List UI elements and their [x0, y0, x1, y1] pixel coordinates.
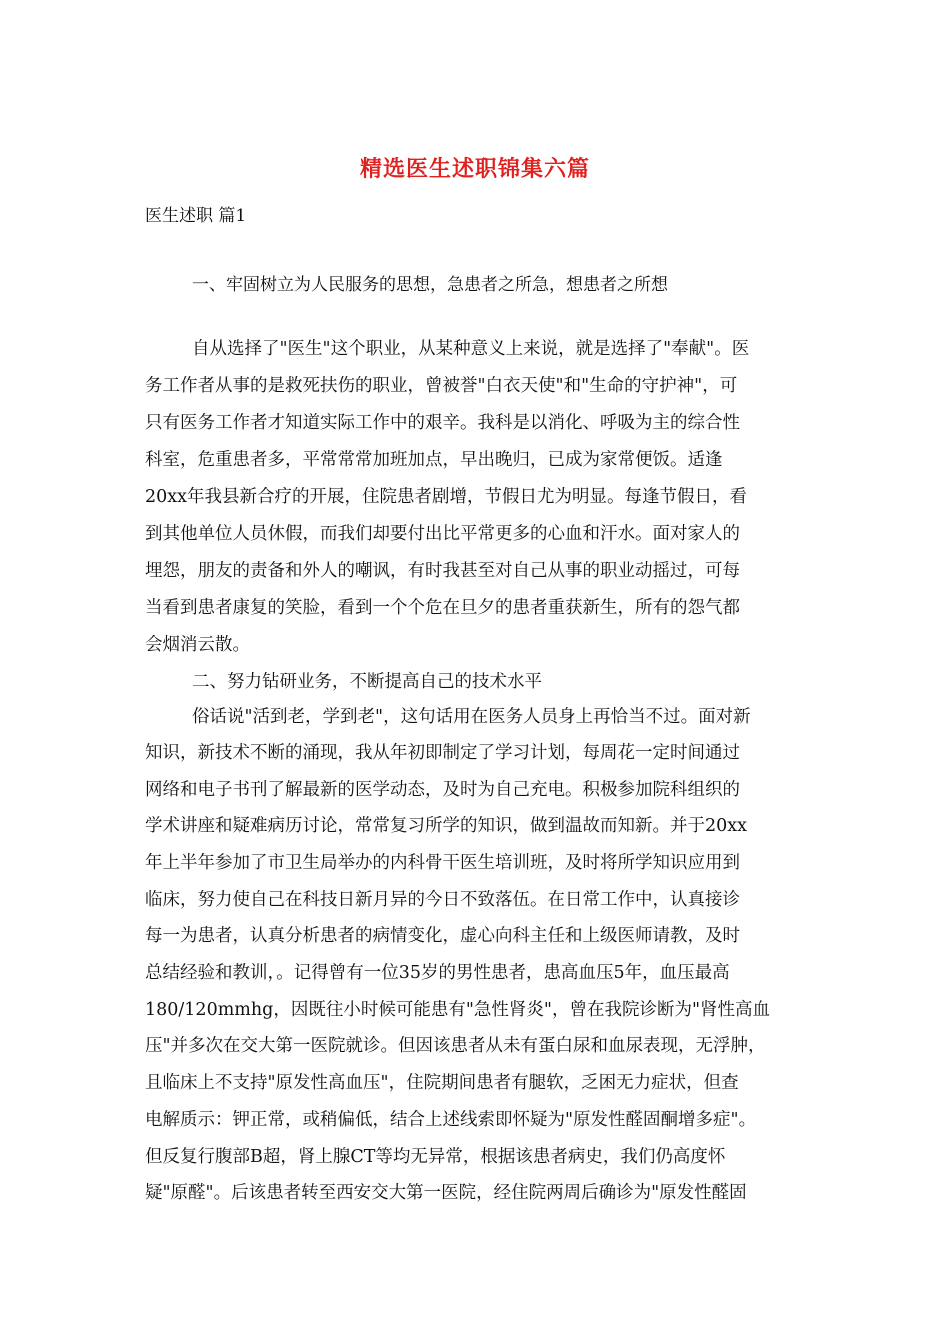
- body-line: 且临床上不支持"原发性高血压"，住院期间患者有腿软，乏困无力症状，但查: [145, 1073, 739, 1093]
- section-heading-1: 一、牢固树立为人民服务的思想，急患者之所急，想患者之所想: [192, 275, 668, 295]
- body-line: 总结经验和教训，。记得曾有一位35岁的男性患者，患高血压5年，血压最高: [145, 963, 730, 983]
- document-title: 精选医生述职锦集六篇: [359, 156, 590, 182]
- body-line: 180/120mmhg，因既往小时候可能患有"急性肾炎"，曾在我院诊断为"肾性高血: [145, 1000, 771, 1020]
- body-line: 务工作者从事的是救死扶伤的职业，曾被誉"白衣天使"和"生命的守护神"，可: [145, 376, 738, 396]
- body-line: 每一为患者，认真分析患者的病情变化，虚心向科主任和上级医师请教，及时: [145, 926, 740, 946]
- body-line: 年上半年参加了市卫生局举办的内科骨干医生培训班，及时将所学知识应用到: [145, 853, 740, 873]
- body-line: 埋怨，朋友的责备和外人的嘲讽，有时我甚至对自己从事的职业动摇过，可每: [145, 561, 740, 581]
- body-line: 当看到患者康复的笑脸，看到一个个危在旦夕的患者重获新生，所有的怨气都: [145, 598, 740, 618]
- section-heading-2: 二、努力钻研业务，不断提高自己的技术水平: [192, 672, 542, 692]
- body-line: 到其他单位人员休假，而我们却要付出比平常更多的心血和汗水。面对家人的: [145, 524, 740, 544]
- body-line: 电解质示：钾正常，或稍偏低，结合上述线索即怀疑为"原发性醛固酮增多症"。: [145, 1110, 757, 1130]
- body-line: 自从选择了"医生"这个职业，从某种意义上来说，就是选择了"奉献"。医: [192, 339, 750, 359]
- body-line: 疑"原醛"。后该患者转至西安交大第一医院，经住院两周后确诊为"原发性醛固: [145, 1183, 747, 1203]
- section-subtitle: 医生述职 篇1: [145, 206, 247, 226]
- body-line: 压"并多次在交大第一医院就诊。但因该患者从未有蛋白尿和血尿表现，无浮肿，: [145, 1036, 766, 1056]
- body-line: 临床，努力使自己在科技日新月异的今日不致落伍。在日常工作中，认真接诊: [145, 890, 740, 910]
- body-line: 但反复行腹部B超，肾上腺CT等均无异常，根据该患者病史，我们仍高度怀: [145, 1147, 726, 1167]
- body-line: 知识，新技术不断的涌现，我从年初即制定了学习计划，每周花一定时间通过: [145, 743, 740, 763]
- body-line: 20xx年我县新合疗的开展，住院患者剧增，节假日尤为明显。每逢节假日，看: [145, 487, 748, 507]
- body-line: 学术讲座和疑难病历讨论，常常复习所学的知识，做到温故而知新。并于20xx: [145, 816, 748, 836]
- body-line: 网络和电子书刊了解最新的医学动态，及时为自己充电。积极参加院科组织的: [145, 780, 740, 800]
- body-line: 科室，危重患者多，平常常常加班加点，早出晚归，已成为家常便饭。适逢: [145, 450, 723, 470]
- body-line: 俗话说"活到老，学到老"，这句话用在医务人员身上再恰当不过。面对新: [192, 707, 751, 727]
- body-line: 会烟消云散。: [145, 635, 250, 655]
- body-line: 只有医务工作者才知道实际工作中的艰辛。我科是以消化、呼吸为主的综合性: [145, 413, 740, 433]
